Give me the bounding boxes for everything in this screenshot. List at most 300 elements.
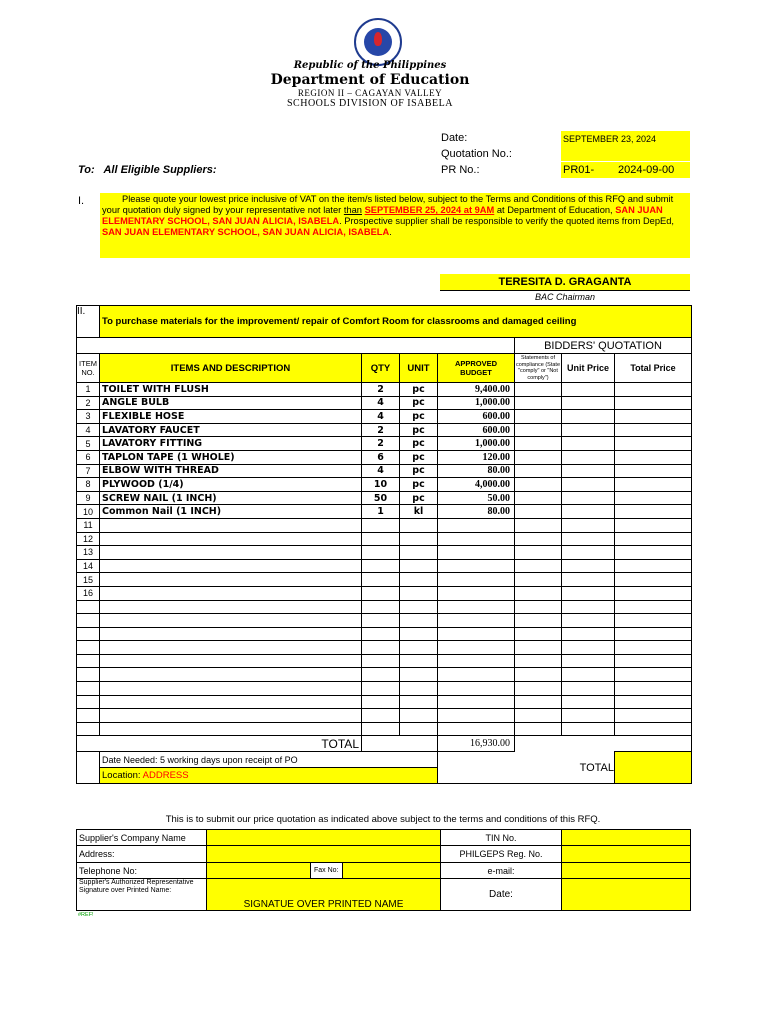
item-unit-price[interactable] — [562, 464, 615, 478]
supplier-company-field[interactable] — [207, 830, 441, 846]
item-unit: pc — [400, 491, 438, 505]
item-compliance[interactable] — [515, 505, 562, 519]
item-compliance[interactable] — [515, 518, 562, 532]
section-1-instructions — [100, 193, 690, 258]
item-unit-price[interactable] — [562, 383, 615, 397]
republic-line: Republic of the Philippines — [293, 60, 447, 71]
item-budget: 9,400.00 — [438, 383, 515, 397]
item-unit-price[interactable] — [562, 478, 615, 492]
signature-label: Supplier's Authorized Representative Signature over Printed Name: — [77, 879, 207, 911]
item-budget: 600.00 — [438, 423, 515, 437]
pr-value[interactable] — [561, 162, 690, 178]
item-description: LAVATORY FAUCET — [100, 423, 362, 437]
item-total-price[interactable] — [615, 383, 692, 397]
item-compliance[interactable] — [515, 641, 562, 655]
item-qty: 2 — [362, 423, 400, 437]
item-description: Common Nail (1 INCH) — [100, 505, 362, 519]
item-unit — [400, 709, 438, 723]
item-qty — [362, 627, 400, 641]
item-qty — [362, 695, 400, 709]
table-row — [77, 437, 692, 451]
item-no: 14 — [77, 559, 100, 573]
item-unit — [400, 654, 438, 668]
item-total-price[interactable] — [615, 505, 692, 519]
table-row — [77, 464, 692, 478]
item-total-price[interactable] — [615, 668, 692, 682]
item-unit-price[interactable] — [562, 437, 615, 451]
item-description: SCREW NAIL (1 INCH) — [100, 491, 362, 505]
item-qty: 10 — [362, 478, 400, 492]
item-budget — [438, 586, 515, 600]
item-budget — [438, 641, 515, 655]
col-approved-budget: APPROVED BUDGET — [438, 354, 515, 383]
items-table — [76, 305, 692, 784]
table-row — [77, 505, 692, 519]
instructions-text-c: . Prospective supplier shall be responsible to verify the quoted items from DepEd, — [339, 216, 674, 226]
item-total-price[interactable] — [615, 709, 692, 723]
item-compliance[interactable] — [515, 627, 562, 641]
col-items-description: ITEMS AND DESCRIPTION — [100, 354, 362, 383]
date-value[interactable]: SEPTEMBER 23, 2024 — [561, 131, 690, 147]
item-unit-price[interactable] — [562, 396, 615, 410]
pr-prefix: PR01- — [563, 164, 595, 176]
item-total-price[interactable] — [615, 695, 692, 709]
table-row — [77, 668, 692, 682]
item-total-price[interactable] — [615, 396, 692, 410]
item-qty — [362, 518, 400, 532]
item-compliance[interactable] — [515, 695, 562, 709]
item-qty: 4 — [362, 396, 400, 410]
grand-total-label: TOTAL — [562, 752, 615, 784]
item-compliance[interactable] — [515, 437, 562, 451]
table-row — [77, 682, 692, 696]
item-qty — [362, 668, 400, 682]
item-description — [100, 627, 362, 641]
item-description — [100, 518, 362, 532]
item-unit-price[interactable] — [562, 695, 615, 709]
table-row — [77, 518, 692, 532]
item-unit-price[interactable] — [562, 423, 615, 437]
item-qty — [362, 654, 400, 668]
school-name-1: SAN JUAN ELEMENTARY SCHOOL, SAN JUAN ALICIA, ISABELA — [102, 205, 663, 226]
item-no: 6 — [77, 450, 100, 464]
pr-label: PR No.: — [441, 164, 480, 176]
item-no — [77, 682, 100, 696]
table-row — [77, 573, 692, 587]
item-budget — [438, 532, 515, 546]
item-no: 10 — [77, 505, 100, 519]
item-total-price[interactable] — [615, 627, 692, 641]
item-budget: 80.00 — [438, 464, 515, 478]
item-qty — [362, 559, 400, 573]
item-qty: 50 — [362, 491, 400, 505]
item-qty — [362, 641, 400, 655]
item-description — [100, 695, 362, 709]
item-no: 4 — [77, 423, 100, 437]
bidders-quotation-header: BIDDERS' QUOTATION — [515, 338, 692, 354]
item-total-price[interactable] — [615, 682, 692, 696]
item-total-price[interactable] — [615, 532, 692, 546]
item-budget — [438, 668, 515, 682]
item-unit — [400, 586, 438, 600]
item-description — [100, 614, 362, 628]
item-unit-price[interactable] — [562, 668, 615, 682]
item-description — [100, 641, 362, 655]
item-unit-price[interactable] — [562, 410, 615, 424]
item-no — [77, 709, 100, 723]
item-total-price[interactable] — [615, 641, 692, 655]
item-qty — [362, 709, 400, 723]
item-no — [77, 668, 100, 682]
item-total-price[interactable] — [615, 600, 692, 614]
section-2-number: II. — [77, 306, 100, 338]
table-row — [77, 478, 692, 492]
item-no: 12 — [77, 532, 100, 546]
item-budget — [438, 654, 515, 668]
item-budget: 120.00 — [438, 450, 515, 464]
item-compliance[interactable] — [515, 668, 562, 682]
item-unit — [400, 573, 438, 587]
item-unit-price[interactable] — [562, 682, 615, 696]
item-compliance[interactable] — [515, 450, 562, 464]
item-description: LAVATORY FITTING — [100, 437, 362, 451]
item-no — [77, 627, 100, 641]
item-unit: pc — [400, 423, 438, 437]
item-unit — [400, 668, 438, 682]
item-unit — [400, 682, 438, 696]
item-no: 15 — [77, 573, 100, 587]
item-unit-price[interactable] — [562, 505, 615, 519]
item-budget: 600.00 — [438, 410, 515, 424]
deadline-text: SEPTEMBER 25, 2024 at 9AM — [364, 205, 495, 215]
item-budget: 80.00 — [438, 505, 515, 519]
purpose-text: To purchase materials for the improvement/ repair of Comfort Room for classrooms and damaged ceiling — [100, 306, 692, 338]
item-description: FLEXIBLE HOSE — [100, 410, 362, 424]
instructions-text-b: at Department of Education, — [494, 205, 616, 215]
item-budget — [438, 695, 515, 709]
table-row — [77, 641, 692, 655]
item-unit — [400, 614, 438, 628]
item-budget — [438, 682, 515, 696]
item-compliance[interactable] — [515, 586, 562, 600]
item-compliance[interactable] — [515, 383, 562, 397]
total-budget-value: 16,930.00 — [438, 736, 515, 752]
item-qty: 4 — [362, 464, 400, 478]
deped-seal-icon — [354, 18, 402, 66]
item-budget — [438, 709, 515, 723]
item-unit: kl — [400, 505, 438, 519]
signature-date-field[interactable] — [562, 879, 691, 911]
bac-chairman-title: BAC Chairman — [534, 292, 596, 302]
item-unit — [400, 627, 438, 641]
philgeps-label: PHILGEPS Reg. No. — [441, 846, 562, 863]
item-unit — [400, 722, 438, 736]
item-total-price[interactable] — [615, 654, 692, 668]
item-description — [100, 586, 362, 600]
item-qty — [362, 573, 400, 587]
tin-field[interactable] — [562, 830, 691, 846]
item-unit-price[interactable] — [562, 450, 615, 464]
bac-chairman-name: TERESITA D. GRAGANTA — [440, 274, 690, 291]
item-no: 1 — [77, 383, 100, 397]
instructions-text-a: Please quote your lowest price inclusive of VAT on the item/s listed below, subject to the Terms and Conditions of this RFQ and submit your quotation duly signed by your representative not later — [102, 194, 674, 215]
table-row — [77, 600, 692, 614]
item-budget: 1,000.00 — [438, 437, 515, 451]
item-description — [100, 532, 362, 546]
table-row — [77, 532, 692, 546]
item-unit: pc — [400, 437, 438, 451]
item-total-price[interactable] — [615, 437, 692, 451]
department-title: Department of Education — [270, 72, 470, 88]
item-compliance[interactable] — [515, 491, 562, 505]
item-total-price[interactable] — [615, 464, 692, 478]
item-qty: 1 — [362, 505, 400, 519]
item-description: ANGLE BULB — [100, 396, 362, 410]
quotation-label: Quotation No.: — [441, 148, 512, 160]
item-total-price[interactable] — [615, 586, 692, 600]
item-unit: pc — [400, 478, 438, 492]
item-compliance[interactable] — [515, 709, 562, 723]
item-qty: 6 — [362, 450, 400, 464]
item-unit-price[interactable] — [562, 627, 615, 641]
item-description — [100, 559, 362, 573]
telephone-field[interactable] — [207, 863, 311, 879]
item-total-price[interactable] — [615, 559, 692, 573]
item-no — [77, 722, 100, 736]
table-row — [77, 450, 692, 464]
item-unit-price[interactable] — [562, 586, 615, 600]
fax-label: Fax No: — [311, 863, 343, 878]
items-rows — [77, 383, 692, 736]
instructions-text-d: . — [389, 227, 392, 237]
item-unit-price[interactable] — [562, 709, 615, 723]
item-compliance[interactable] — [515, 654, 562, 668]
item-budget: 1,000.00 — [438, 396, 515, 410]
col-item-no: ITEM NO. — [77, 354, 100, 383]
item-total-price[interactable] — [615, 518, 692, 532]
table-row — [77, 383, 692, 397]
item-total-price[interactable] — [615, 614, 692, 628]
item-description — [100, 654, 362, 668]
item-no — [77, 614, 100, 628]
item-description: ELBOW WITH THREAD — [100, 464, 362, 478]
item-description — [100, 546, 362, 560]
col-compliance: Statements of compliance (State "comply" or "Not comply") — [515, 355, 561, 381]
item-compliance[interactable] — [515, 573, 562, 587]
item-qty — [362, 600, 400, 614]
item-description — [100, 668, 362, 682]
item-budget — [438, 600, 515, 614]
item-unit: pc — [400, 383, 438, 397]
item-unit-price[interactable] — [562, 573, 615, 587]
item-compliance[interactable] — [515, 546, 562, 560]
item-unit-price[interactable] — [562, 614, 615, 628]
item-compliance[interactable] — [515, 396, 562, 410]
table-row — [77, 586, 692, 600]
item-budget — [438, 614, 515, 628]
item-unit-price[interactable] — [562, 546, 615, 560]
item-description: PLYWOOD (1/4) — [100, 478, 362, 492]
address-field[interactable] — [207, 846, 441, 863]
signature-date-label: Date: — [441, 879, 562, 911]
item-no: 13 — [77, 546, 100, 560]
table-row — [77, 559, 692, 573]
item-total-price[interactable] — [615, 410, 692, 424]
item-unit — [400, 518, 438, 532]
supplier-table — [76, 829, 691, 911]
location-field[interactable] — [100, 768, 438, 784]
item-compliance[interactable] — [515, 464, 562, 478]
item-compliance[interactable] — [515, 559, 562, 573]
item-budget — [438, 546, 515, 560]
item-no — [77, 600, 100, 614]
table-row — [77, 423, 692, 437]
item-qty: 2 — [362, 383, 400, 397]
item-compliance[interactable] — [515, 722, 562, 736]
item-unit — [400, 532, 438, 546]
item-qty — [362, 546, 400, 560]
total-label: TOTAL — [77, 736, 362, 752]
item-unit — [400, 546, 438, 560]
item-unit: pc — [400, 396, 438, 410]
item-description: TAPLON TAPE (1 WHOLE) — [100, 450, 362, 464]
item-budget: 4,000.00 — [438, 478, 515, 492]
item-unit-price[interactable] — [562, 532, 615, 546]
region-line: REGION II – CAGAYAN VALLEY — [297, 88, 443, 98]
item-compliance[interactable] — [515, 600, 562, 614]
item-unit-price[interactable] — [562, 491, 615, 505]
item-budget — [438, 518, 515, 532]
email-field[interactable] — [562, 863, 691, 879]
item-compliance[interactable] — [515, 423, 562, 437]
fax-field[interactable] — [343, 863, 440, 878]
col-qty: QTY — [362, 354, 400, 383]
item-unit-price[interactable] — [562, 654, 615, 668]
item-qty: 2 — [362, 437, 400, 451]
item-unit — [400, 695, 438, 709]
item-description — [100, 709, 362, 723]
item-total-price[interactable] — [615, 573, 692, 587]
item-no: 8 — [77, 478, 100, 492]
tin-label: TIN No. — [441, 830, 562, 846]
item-unit — [400, 600, 438, 614]
item-description — [100, 573, 362, 587]
table-row — [77, 491, 692, 505]
location-value: ADDRESS — [142, 770, 189, 782]
item-unit-price[interactable] — [562, 641, 615, 655]
ref-error-text: #REF! — [78, 912, 94, 918]
item-unit-price[interactable] — [562, 722, 615, 736]
table-row — [77, 722, 692, 736]
to-line: To: All Eligible Suppliers: — [78, 164, 217, 176]
item-total-price[interactable] — [615, 722, 692, 736]
item-unit: pc — [400, 410, 438, 424]
item-no: 11 — [77, 518, 100, 532]
item-qty — [362, 614, 400, 628]
item-no — [77, 641, 100, 655]
submit-note: This is to submit our price quotation as indicated above subject to the terms and conditions of this RFQ. — [165, 814, 601, 825]
item-total-price[interactable] — [615, 478, 692, 492]
telephone-label: Telephone No: — [77, 863, 207, 879]
item-total-price[interactable] — [615, 491, 692, 505]
address-label: Address: — [77, 846, 207, 863]
item-compliance[interactable] — [515, 682, 562, 696]
item-budget: 50.00 — [438, 491, 515, 505]
col-total-price: Total Price — [615, 354, 692, 383]
supplier-company-label: Supplier's Company Name — [77, 830, 207, 846]
item-unit — [400, 559, 438, 573]
school-name-2: SAN JUAN ELEMENTARY SCHOOL, SAN JUAN ALICIA, ISABELA — [102, 227, 390, 237]
item-no: 16 — [77, 586, 100, 600]
item-qty — [362, 532, 400, 546]
item-unit: pc — [400, 450, 438, 464]
item-compliance[interactable] — [515, 410, 562, 424]
signature-field[interactable]: SIGNATUE OVER PRINTED NAME — [207, 879, 441, 911]
item-no — [77, 654, 100, 668]
division-line: SCHOOLS DIVISION OF ISABELA — [286, 98, 453, 109]
item-total-price[interactable] — [615, 423, 692, 437]
col-unit-price: Unit Price — [562, 354, 615, 383]
item-no: 7 — [77, 464, 100, 478]
table-row — [77, 695, 692, 709]
table-row — [77, 396, 692, 410]
item-unit — [400, 641, 438, 655]
item-unit-price[interactable] — [562, 518, 615, 532]
item-total-price[interactable] — [615, 450, 692, 464]
section-1-number: I. — [78, 195, 85, 207]
date-label: Date: — [441, 132, 468, 144]
table-row — [77, 627, 692, 641]
item-no: 5 — [77, 437, 100, 451]
item-compliance[interactable] — [515, 614, 562, 628]
table-row — [77, 654, 692, 668]
philgeps-field[interactable] — [562, 846, 691, 863]
item-description — [100, 600, 362, 614]
item-unit-price[interactable] — [562, 600, 615, 614]
item-description — [100, 722, 362, 736]
grand-total-value[interactable] — [615, 752, 692, 784]
item-unit-price[interactable] — [562, 559, 615, 573]
item-no: 3 — [77, 410, 100, 424]
item-qty: 4 — [362, 410, 400, 424]
item-qty — [362, 722, 400, 736]
item-budget — [438, 627, 515, 641]
item-qty — [362, 586, 400, 600]
table-row — [77, 709, 692, 723]
item-no: 2 — [77, 396, 100, 410]
item-no: 9 — [77, 491, 100, 505]
quotation-value[interactable] — [561, 147, 690, 161]
item-total-price[interactable] — [615, 546, 692, 560]
instructions-than: than — [343, 205, 362, 215]
item-budget — [438, 722, 515, 736]
item-budget — [438, 559, 515, 573]
item-no — [77, 695, 100, 709]
table-row — [77, 410, 692, 424]
date-needed: Date Needed: 5 working days upon receipt of PO — [100, 752, 438, 768]
table-row — [77, 546, 692, 560]
item-budget — [438, 573, 515, 587]
item-description — [100, 682, 362, 696]
email-label: e-mail: — [441, 863, 562, 879]
pr-number: 2024-09-00 — [618, 164, 675, 176]
item-qty — [362, 682, 400, 696]
location-label: Location: — [102, 770, 143, 782]
item-unit: pc — [400, 464, 438, 478]
item-description: TOILET WITH FLUSH — [100, 383, 362, 397]
item-compliance[interactable] — [515, 532, 562, 546]
item-compliance[interactable] — [515, 478, 562, 492]
